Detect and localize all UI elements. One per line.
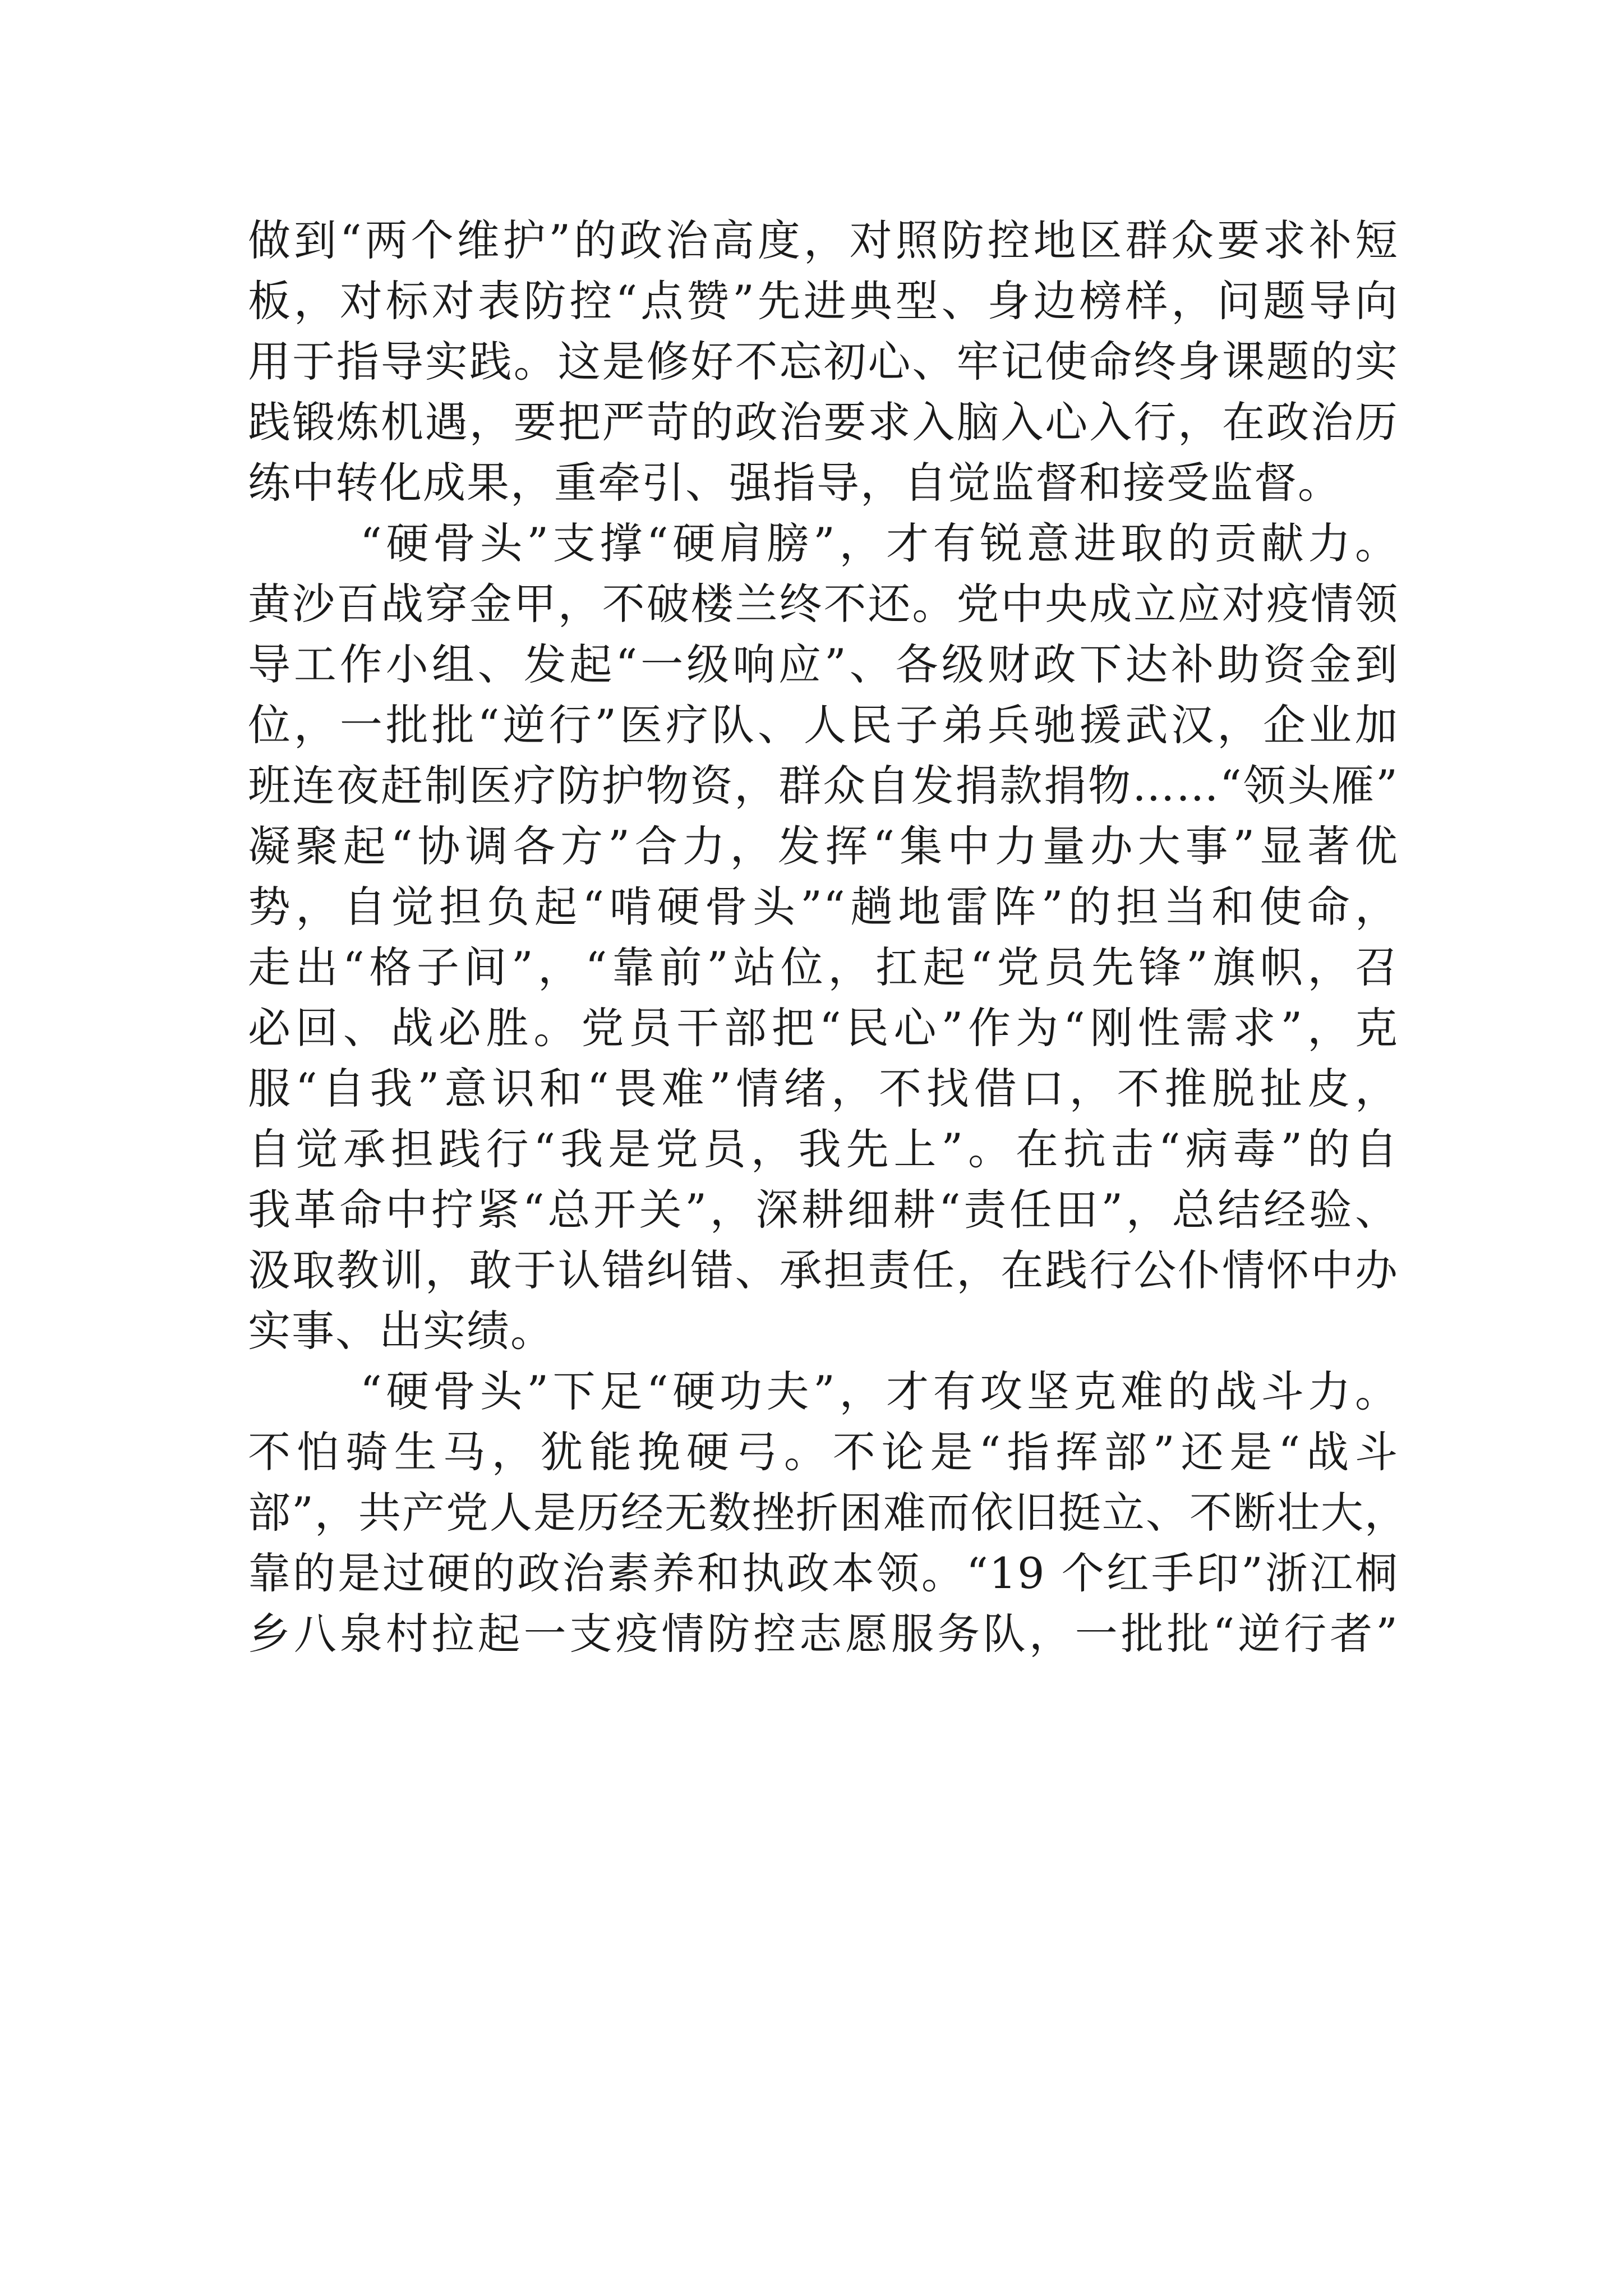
text-line: 必回、战必胜。党员干部把“民心”作为“刚性需求”，克: [248, 1003, 1399, 1053]
text-line: 班连夜赶制医疗防护物资，群众自发捐款捐物……“领头雁”: [248, 761, 1399, 811]
text-line: 凝聚起“协调各方”合力，发挥“集中力量办大事”显著优: [248, 821, 1399, 871]
body-text: [248, 210, 1408, 1664]
text-line: 服“自我”意识和“畏难”情绪，不找借口，不推脱扯皮，: [248, 1064, 1399, 1114]
text-line: 不怕骑生马，犹能挽硬弓。不论是“指挥部”还是“战斗: [248, 1427, 1399, 1477]
text-line: 用于指导实践。这是修好不忘初心、牢记使命终身课题的实: [248, 337, 1399, 386]
paragraph-heading-line: “硬骨头”下足“硬功夫”，才有攻坚克难的战斗力。: [360, 1366, 1399, 1416]
text-line: 板，对标对表防控“点赞”先进典型、身边榜样，问题导向: [248, 276, 1399, 326]
text-line: 乡八泉村拉起一支疫情防控志愿服务队，一批批“逆行者”: [248, 1609, 1399, 1659]
paragraph-heading-line: “硬骨头”支撑“硬肩膀”，才有锐意进取的贡献力。: [360, 518, 1399, 568]
text-line: 势，自觉担负起“啃硬骨头”“趟地雷阵”的担当和使命，: [248, 882, 1399, 932]
text-line: 练中转化成果，重牵引、强指导，自觉监督和接受监督。: [248, 458, 1341, 508]
text-line: 位，一批批“逆行”医疗队、人民子弟兵驰援武汉，企业加: [248, 700, 1399, 750]
text-line: 践锻炼机遇，要把严苛的政治要求入脑入心入行，在政治历: [248, 397, 1399, 447]
text-line: 部”，共产党人是历经无数挫折困难而依旧挺立、不断壮大，: [248, 1488, 1408, 1538]
text-line: 走出“格子间”，“靠前”站位，扛起“党员先锋”旗帜，召: [248, 942, 1399, 992]
text-line: 做到“两个维护”的政治高度，对照防控地区群众要求补短: [248, 215, 1399, 265]
text-line: 我革命中拧紧“总开关”，深耕细耕“责任田”，总结经验、: [248, 1185, 1399, 1235]
text-line: 汲取教训，敢于认错纠错、承担责任，在践行公仆情怀中办: [248, 1245, 1399, 1295]
text-line: 实事、出实绩。: [248, 1306, 554, 1356]
text-line: 靠的是过硬的政治素养和执政本领。“19 个红手印”浙江桐: [248, 1548, 1399, 1598]
text-line: 导工作小组、发起“一级响应”、各级财政下达补助资金到: [248, 639, 1399, 689]
text-line: 黄沙百战穿金甲，不破楼兰终不还。党中央成立应对疫情领: [248, 579, 1399, 629]
text-line: 自觉承担践行“我是党员，我先上”。在抗击“病毒”的自: [248, 1124, 1399, 1174]
